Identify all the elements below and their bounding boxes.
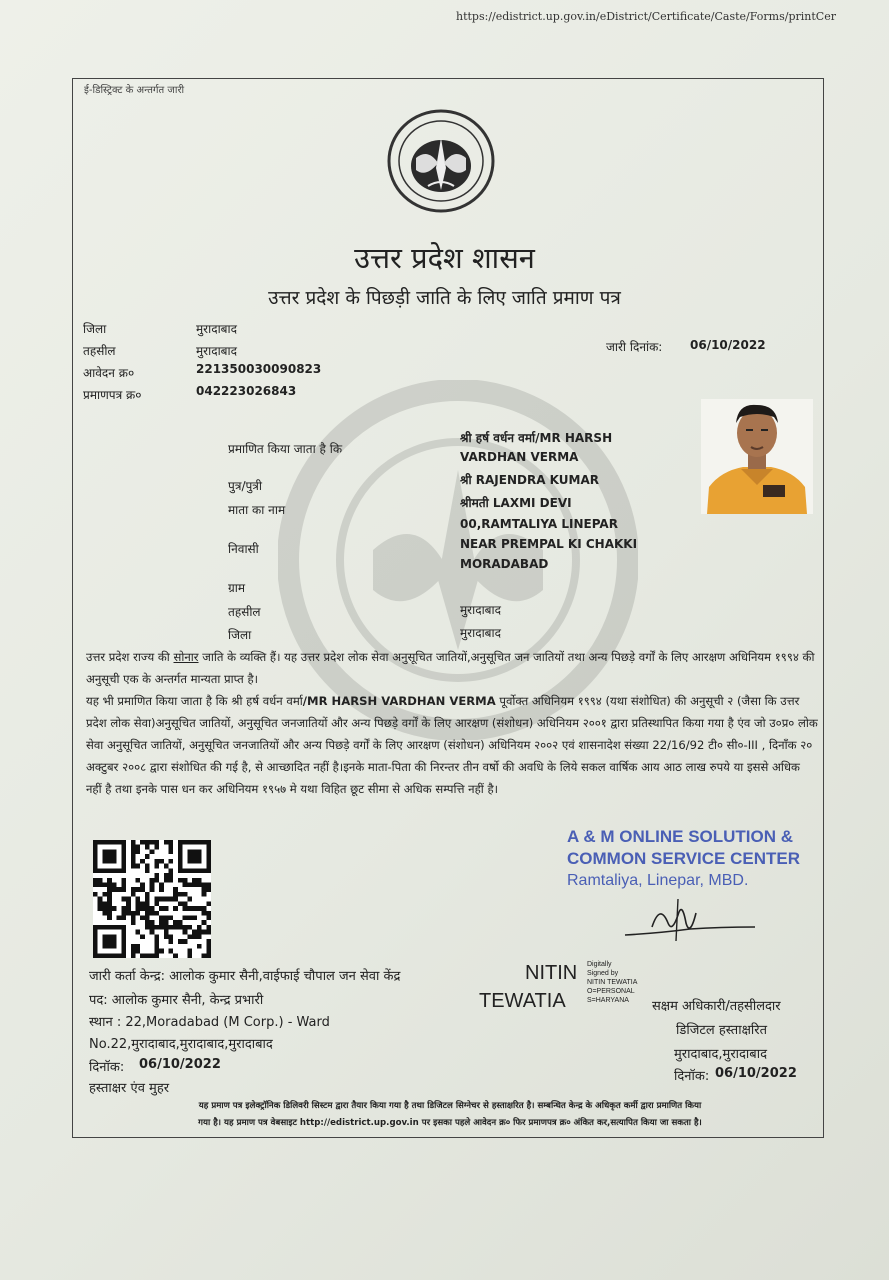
digital-signature-details: Digitally Signed by NITIN TEWATIA O=PERSONAL S=HARYANA <box>587 961 638 1004</box>
certificate-number: 042223026843 <box>196 384 297 398</box>
certification-paragraph: यह भी प्रमाणित किया जाता है कि श्री हर्ष वर्धन वर्मा/MR HARSH VARDHAN VERMA पूर्वोक्त अधिनियम १९९४ (यथा संशोधित) की अनुसूची २ (जैसा कि उत्तर प्रदेश लोक सेवा)अनुसूचित जातियों, अनुसूचित जनजातियों और अन्य पिछड़े वर्गों के लिए आरक्षण (संशोधन) अधिनियम २००१ द्वारा प्रतिस्थापित किया गया है एंव जो उ०प्र० लोक सेवा अनुसूचित जातियों, अनुसूचित जनजातियों और अन्य पिछड़े वर्गों के लिए आरक्षण (संशोधन) अधिनियम २००२ एवं शासनादेश संख्या 22/16/92 टी० सी०-III , दिनाँक २० अक्टुबर २००८ द्वारा संशोधित की गई है, से आच्छादित नहीं है।इनके माता-पिता की निरन्तर तीन वर्षो की अवधि के लिये सकल वार्षिक आय आठ लाख रुपये या इससे अधिक नहीं है तथा इनके पास धन कर अधिनियम १९५७ मे यथा विहित छूट सीमा से अधिक सम्पत्ति नहीं है। <box>86 694 818 796</box>
issue-date-value: 06/10/2022 <box>690 338 766 352</box>
mother-name: श्रीमती LAXMI DEVI <box>460 496 572 510</box>
district-label: जिला <box>83 322 107 336</box>
person-district-value: मुरादाबाद <box>460 626 502 640</box>
csc-stamp: A & M ONLINE SOLUTION & COMMON SERVICE CENTER Ramtaliya, Linepar, MBD. <box>567 827 800 889</box>
up-government-emblem <box>386 108 496 214</box>
application-label: आवेदन क्र० <box>83 366 135 380</box>
address-line3: MORADABAD <box>460 557 549 571</box>
father-name: श्री RAJENDRA KUMAR <box>460 473 599 487</box>
certificate-number-label: प्रमाणपत्र क्र० <box>83 388 142 402</box>
district-value: मुरादाबाद <box>196 322 238 336</box>
issue-date-label: जारी दिनांक: <box>606 340 663 354</box>
digitally-signed-note: डिजिटल हस्ताक्षरित <box>676 1023 767 1038</box>
child-of-label: पुत्र/पुत्री <box>228 479 263 493</box>
authority-date-value: 06/10/2022 <box>715 1066 797 1081</box>
village-label: ग्राम <box>228 581 246 595</box>
application-number: 221350030090823 <box>196 362 322 376</box>
authority-title: सक्षम अधिकारी/तहसीलदार <box>652 999 781 1014</box>
issuer-place-line2: No.22,मुरादाबाद,मुरादाबाद,मुरादाबाद <box>89 1037 273 1052</box>
holder-name-inline: /MR HARSH VARDHAN VERMA <box>302 694 496 708</box>
mother-label: माता का नाम <box>228 503 286 517</box>
issuer-date-value: 06/10/2022 <box>139 1057 221 1072</box>
person-district-label: जिला <box>228 628 252 642</box>
handwritten-signature <box>620 893 760 949</box>
browser-url: https://edistrict.up.gov.in/eDistrict/Certificate/Caste/Forms/printCer <box>456 10 836 23</box>
footer-note: यह प्रमाण पत्र इलेक्ट्रॉनिक डिलिवरी सिस्टम द्वारा तैयार किया गया है तथा डिजिटल सिग्नेचर से हस्ताक्षरित है। सम्बन्धित केन्द्र के अधिकृत कर्मी द्वारा प्रमाणित किया गया है। यह प्रमाण पत्र वेबसाइट http://edistrict.up.gov.in पर इसका पहले आवेदन क्र० फिर प्रमाणपत्र क्र० अंकित कर,सत्यापित किया जा सकता है। <box>198 1101 702 1128</box>
person-tehsil-label: तहसील <box>228 605 261 619</box>
digital-signer-first-name: NITIN <box>525 962 578 984</box>
address-line2: NEAR PREMPAL KI CHAKKI <box>460 537 638 551</box>
issuer-date-label: दिनॉक: <box>89 1060 125 1075</box>
caste-paragraph: उत्तर प्रदेश राज्य की सोनार जाति के व्यक्ति हैं। यह उत्तर प्रदेश लोक सेवा अनुसूचित जातियों,अनुसूचित जन जातियों तथा अन्य पिछड़े वर्गों के लिए आरक्षण अधिनियम १९९४ की अनुसूची एक के अन्तर्गत मान्यता प्राप्त है। <box>86 650 815 686</box>
holder-name-line2: VARDHAN VERMA <box>460 450 579 464</box>
certified-label: प्रमाणित किया जाता है कि <box>228 442 343 456</box>
holder-name-line1: श्री हर्ष वर्धन वर्मा/MR HARSH <box>460 431 613 445</box>
authority-date-label: दिनॉक: <box>674 1069 710 1084</box>
issuing-center: जारी कर्ता केन्द्र: आलोक कुमार सैनी,वाईफाई चौपाल जन सेवा केंद्र <box>89 969 401 984</box>
government-title: उत्तर प्रदेश शासन <box>354 241 535 275</box>
authority-place: मुरादाबाद,मुरादाबाद <box>674 1047 767 1062</box>
digital-signer-last-name: TEWATIA <box>479 990 566 1012</box>
issuer-post: पद: आलोक कुमार सैनी, केन्द्र प्रभारी <box>89 993 264 1008</box>
tehsil-label: तहसील <box>83 344 116 358</box>
verification-qr-code <box>93 840 211 958</box>
person-tehsil-value: मुरादाबाद <box>460 603 502 617</box>
holder-photo <box>701 399 813 514</box>
tehsil-value: मुरादाबाद <box>196 344 238 358</box>
caste-name: सोनार <box>173 650 199 664</box>
issued-under-note: ई-डिस्ट्रिक्ट के अन्तर्गत जारी <box>84 85 185 96</box>
certificate-title: उत्तर प्रदेश के पिछड़ी जाति के लिए जाति प्रमाण पत्र <box>268 287 621 309</box>
sign-and-seal: हस्ताक्षर एंव मुहर <box>89 1081 170 1096</box>
resident-label: निवासी <box>228 542 259 556</box>
issuer-place-line1: स्थान : 22,Moradabad (M Corp.) - Ward <box>89 1015 330 1030</box>
address-line1: 00,RAMTALIYA LINEPAR <box>460 517 618 531</box>
